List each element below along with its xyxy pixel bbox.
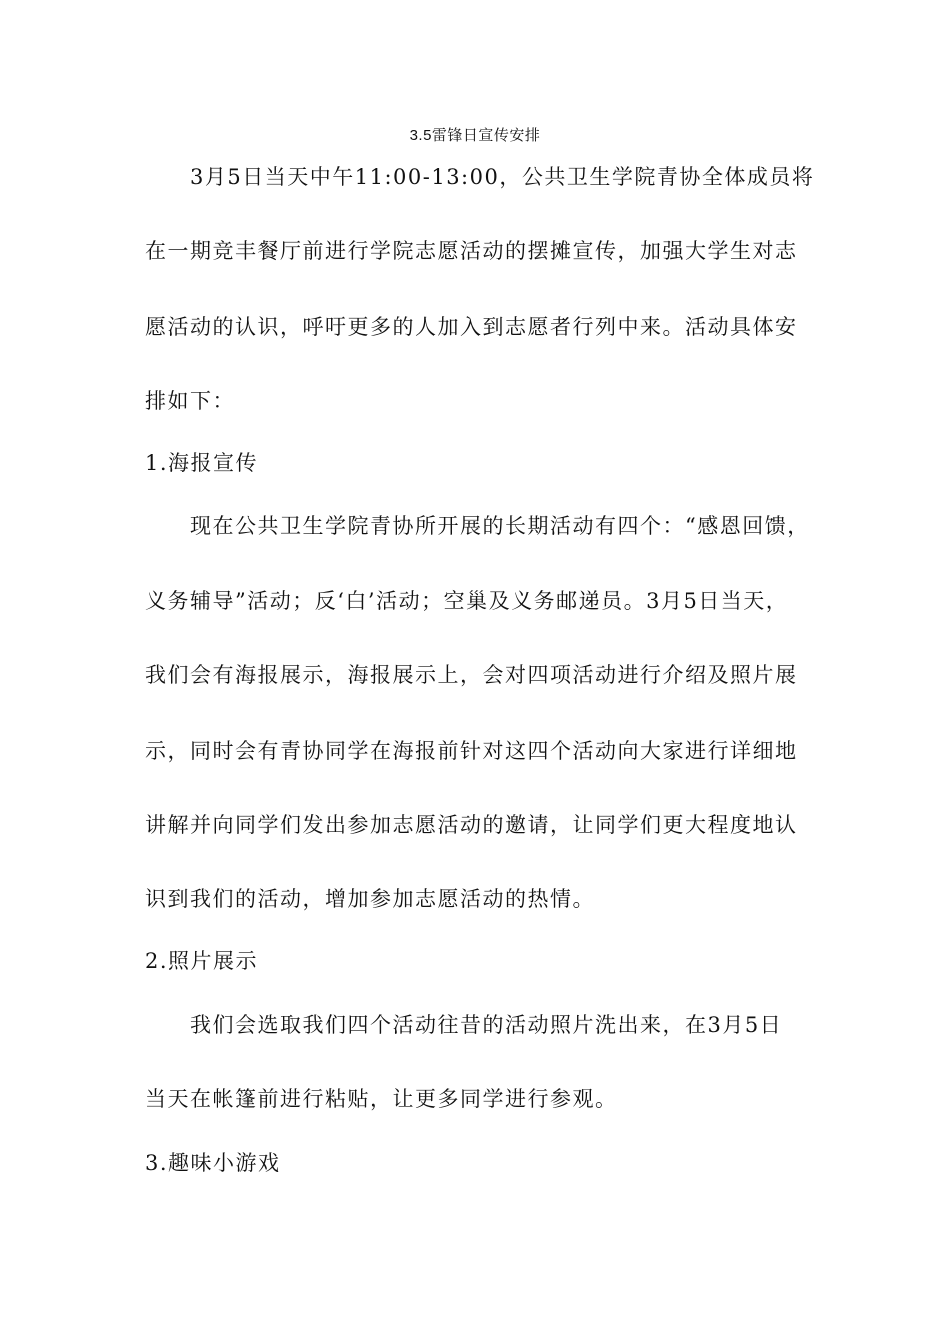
section-title: 3.5雷锋日宣传安排 bbox=[409, 127, 541, 144]
paragraph-line: 示，同时会有青协同学在海报前针对这四个活动向大家进行详细地 bbox=[145, 739, 798, 763]
paragraph-line: 现在公共卫生学院青协所开展的长期活动有四个：“感恩回馈， bbox=[190, 514, 810, 538]
paragraph-line: 在一期竞丰餐厅前进行学院志愿活动的摆摊宣传，加强大学生对志 bbox=[145, 239, 798, 263]
paragraph-line: 愿活动的认识，呼吁更多的人加入到志愿者行列中来。活动具体安 bbox=[145, 315, 798, 339]
paragraph-line: 识到我们的活动，增加参加志愿活动的热情。 bbox=[145, 887, 595, 911]
paragraph-line: 讲解并向同学们发出参加志愿活动的邀请，让同学们更大程度地认 bbox=[145, 813, 798, 837]
paragraph-line: 当天在帐篷前进行粘贴，让更多同学进行参观。 bbox=[145, 1087, 618, 1111]
subheading-games: 3.趣味小游戏 bbox=[145, 1151, 281, 1175]
paragraph-line: 义务辅导”活动；反‘白’活动；空巢及义务邮递员。3月5日当天， bbox=[145, 589, 789, 613]
paragraph-line: 我们会有海报展示，海报展示上，会对四项活动进行介绍及照片展 bbox=[145, 663, 798, 687]
subheading-poster: 1.海报宣传 bbox=[145, 451, 259, 475]
subheading-photos: 2.照片展示 bbox=[145, 949, 259, 973]
paragraph-line: 排如下： bbox=[145, 389, 235, 413]
paragraph-line: 3月5日当天中午11:00-13:00，公共卫生学院青协全体成员将 bbox=[190, 165, 815, 189]
paragraph-line: 我们会选取我们四个活动往昔的活动照片洗出来，在3月5日 bbox=[190, 1013, 783, 1037]
